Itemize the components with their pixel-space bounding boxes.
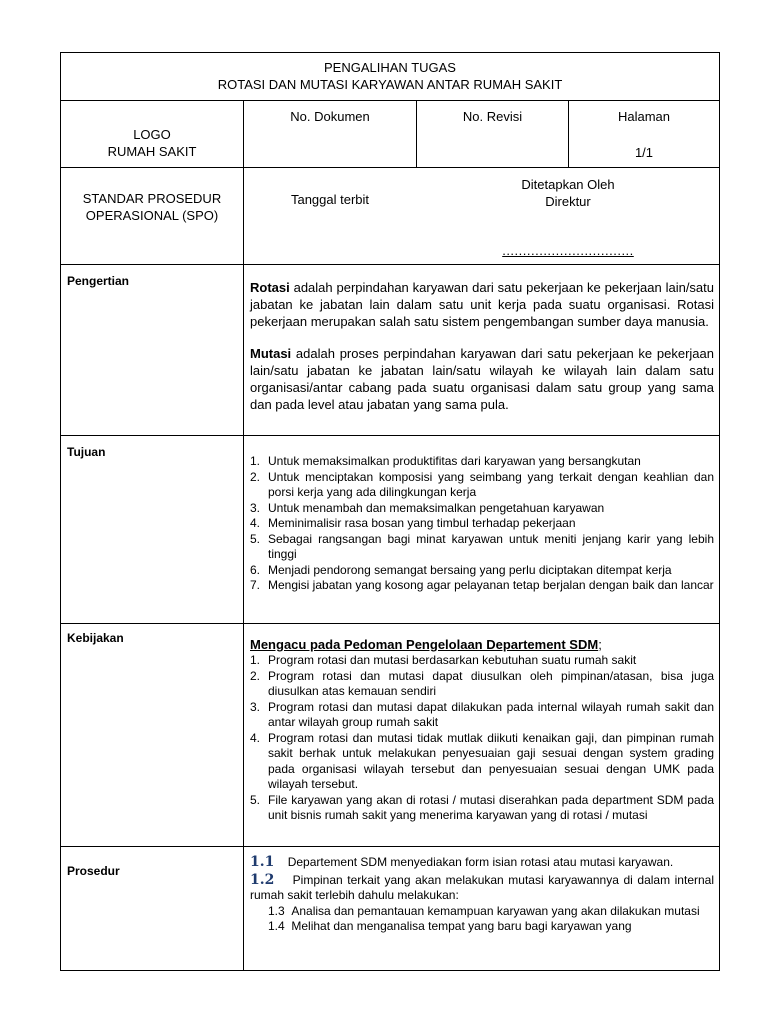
- list-item: 2. Program rotasi dan mutasi dapat diusulkan oleh pimpinan/atasan, bisa juga diusulkan atas kemauan sendiri: [250, 668, 714, 698]
- prosedur-step: 1.2 Pimpinan terkait yang akan melakukan mutasi karyawannya di dalam internal rumah sakit terlebih dahulu melakukan:: [250, 871, 715, 902]
- prosedur-step: 1.4 Melihat dan menganalisa tempat yang baru bagi karyawan yang: [268, 919, 632, 933]
- tujuan-list: [250, 454, 714, 594]
- prosedur-step: 1.1 Departement SDM menyediakan form isian rotasi atau mutasi karyawan.: [250, 854, 674, 870]
- table-divider: [60, 167, 720, 168]
- logo-placeholder: [61, 126, 243, 160]
- step-number: 1.1: [250, 854, 275, 870]
- tanggal-terbit-label: Tanggal terbit: [290, 192, 370, 207]
- spo-line-1: STANDAR PROSEDUR: [82, 191, 222, 206]
- halaman-label: Halaman: [617, 109, 671, 124]
- list-item: 5. File karyawan yang akan di rotasi / mutasi diserahkan pada department SDM pada unit bisnis rumah sakit yang menerima karyawan yang di rotasi / mutasi: [250, 792, 714, 822]
- table-border-bottom: [60, 970, 720, 971]
- logo-line-2: RUMAH SAKIT: [107, 144, 197, 159]
- spo-line-2: OPERASIONAL (SPO): [85, 208, 219, 223]
- table-border-right: [719, 52, 720, 971]
- no-dokumen-label: No. Dokumen: [290, 109, 370, 124]
- list-item: 6. Menjadi pendorong semangat bersaing yang perlu diciptakan ditempat kerja: [250, 562, 672, 577]
- list-item: 4. Program rotasi dan mutasi tidak mutlak diikuti kenaikan gaji, dan pimpinan rumah sakit berhak untuk melakukan penyesuaian gaji sesuai dengan system grading pada organisasi wilayah tersebut dan penyesuaian sesuai dengan UMK pada wilayah tersebut.: [250, 730, 714, 791]
- list-item: 3. Program rotasi dan mutasi dapat dilakukan pada internal wilayah rumah sakit dan antar wilayah group rumah sakit: [250, 699, 714, 729]
- table-divider: [60, 623, 720, 624]
- ditetapkan-line-1: Ditetapkan Oleh: [521, 177, 615, 192]
- no-revisi-label: No. Revisi: [462, 109, 523, 124]
- list-item: 1. Untuk memaksimalkan produktifitas dari karyawan yang bersangkutan: [250, 454, 641, 468]
- kebijakan-heading: Mengacu pada Pedoman Pengelolaan Departement SDM;: [250, 637, 602, 652]
- logo-line-1: LOGO: [133, 127, 171, 142]
- list-item: 1. Program rotasi dan mutasi berdasarkan kebutuhan suatu rumah sakit: [250, 653, 637, 667]
- list-item: 4. Meminimalisir rasa bosan yang timbul terhadap pekerjaan: [250, 516, 576, 530]
- pengertian-label: Pengertian: [67, 274, 130, 288]
- pengertian-content: [250, 279, 714, 413]
- halaman-value: 1/1: [634, 145, 654, 160]
- list-item: 2. Untuk menciptakan komposisi yang seimbang yang terkait dengan keahlian dan porsi kerja yang ada dilingkungan kerja: [250, 469, 714, 499]
- step-number: 1.4: [268, 919, 285, 933]
- rotasi-definition: adalah perpindahan karyawan dari satu pekerjaan ke pekerjaan lain/satu jabatan ke jabatan lain dalam satu unit kerja pada suatu organisasi. Rotasi pekerjaan merupakan salah satu sistem pengembangan sumber daya manusia.: [250, 280, 714, 329]
- ditetapkan-block: [417, 176, 719, 210]
- title-line-2: ROTASI DAN MUTASI KARYAWAN ANTAR RUMAH SAKIT: [217, 77, 563, 92]
- table-border-top: [60, 52, 720, 53]
- signature-line: ................................: [502, 243, 634, 258]
- table-divider: [60, 100, 720, 101]
- step-number: 1.3: [268, 903, 285, 918]
- prosedur-content: [250, 855, 714, 935]
- table-column-divider: [243, 100, 244, 971]
- list-item: 3. Untuk menambah dan memaksimalkan pengetahuan karyawan: [250, 500, 605, 515]
- tujuan-label: Tujuan: [67, 445, 106, 459]
- prosedur-step: 1.3 Analisa dan pemantauan kemampuan karyawan yang akan dilakukan mutasi: [268, 903, 700, 918]
- mutasi-term: Mutasi: [250, 346, 292, 361]
- title-line-1: PENGALIHAN TUGAS: [324, 60, 456, 75]
- rotasi-term: Rotasi: [250, 280, 290, 295]
- spo-label: [61, 190, 243, 224]
- list-item: 5. Sebagai rangsangan bagi minat karyawan untuk meniti jenjang karir yang lebih tinggi: [250, 531, 714, 561]
- mutasi-definition: adalah proses perpindahan karyawan dari satu pekerjaan ke pekerjaan lain/satu jabatan ke jabatan lain/satu wilayah ke wilayah lain dalam satu organisasi/antar cabang pada suatu organisasi dalam satu group yang sama dan pada level atau jabatan yang sama pula.: [250, 346, 714, 412]
- ditetapkan-line-2: Direktur: [545, 194, 591, 209]
- pengertian-rotasi-paragraph: [250, 279, 714, 330]
- step-number: 1.2: [250, 871, 275, 888]
- prosedur-label: Prosedur: [67, 864, 120, 878]
- pengertian-mutasi-paragraph: [250, 345, 714, 413]
- document-title: [61, 59, 719, 93]
- kebijakan-content: [250, 637, 714, 824]
- table-divider: [60, 264, 720, 265]
- table-divider: [60, 435, 720, 436]
- kebijakan-label: Kebijakan: [67, 631, 124, 645]
- table-divider: [60, 846, 720, 847]
- list-item: 7. Mengisi jabatan yang kosong agar pelayanan tetap berjalan dengan baik dan lancar: [250, 578, 714, 592]
